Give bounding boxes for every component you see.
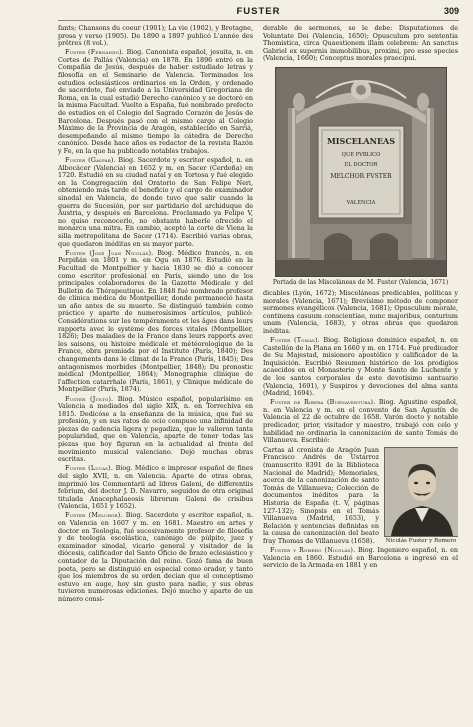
entry-headword: Fuster (Justo). xyxy=(65,394,114,403)
portrait-image xyxy=(384,447,458,537)
portrait-caption: Nicolás Fuster y Romero xyxy=(385,537,457,544)
entry-continuation: derable de sermones, se le debe: Disputationes de Voluntate Dei (Valencia, 1650); Opusculum pro sententia Thomistica, circa Quaestionem illam celebrem: An sanctus Gabriel ex supernis immobilibus, proximi, pro esse species (Valencia, 1660); Conceptus morales praecipui. xyxy=(263,25,458,63)
inscription-line: QUE PVBLICO xyxy=(341,151,380,158)
inscription-line: MELCHOR FVSTER xyxy=(329,172,392,180)
entry-fuster-y-romero: Fuster y Romero (Nicolás). Biog. Ingeniero español, n. en Valencia en 1860. Estudió en Barcelona e ingresó en el servicio de la Armada en 1881 y en xyxy=(263,546,458,570)
entry-continuation: dicables (Lyón, 1672); Misceláneas predicables, políticas y morales (Valencia, 1671); Brevísimo método de componer sermones evangélicos (Valencia, 1681); Opusculum morale, continens casuum conscientiae, nunc majoribus, centurium unam (Valencia, 1683), y otras obras que quedaron inéditas. xyxy=(263,288,458,335)
entry-headword: Fuster (Tomás). xyxy=(270,336,320,345)
entry-headword: Fuster (Lucas). xyxy=(65,464,114,473)
text-columns xyxy=(58,25,459,715)
entry-fuster-gaspar: Fuster (Gaspar). Biog. Sacerdote y escritor español, n. en Albocácer (Valencia) en 1652 y m. en Sacer (Cerdeña) en 1720. Estudió en su ciudad natal y en Tortosa y fué elegido en la Congregación del Oratorio de San Felipe Neri, obteniendo más tarde el beneficio y el cargo de examinador sinodal en Valencia, de donde tuvo que salir cuando la guerra de Sucesión, por ser partidario del archiduque de Austria, y después en Barcelona. Proclamado ya Felipe V, no quiso reconocerle, no obstante haberle ofrecido el monarca una mitra. En cambio, aceptó la corte de Viena la silla metropolitana de Sacer (1714). Escribió varias obras, que quedaron inéditas en su mayor parte. xyxy=(58,156,253,248)
entry-headword: Fuster y Romero (Nicolás). xyxy=(270,546,356,555)
page-number: 309 xyxy=(443,6,459,16)
inscription-line: EL DOCTOR xyxy=(344,161,377,168)
entry-continuation: Cartas al cronista de Aragón Juan Francisco Andrés de Ustarroz (manuscrito 8391 de la Biblioteca Nacional de Madrid); Memoriales, acerca de la canonización de santo Tomás de Villanueva; Colección de documentos inéditos para la Historia de España (t. V, páginas 127-132); Sinopsis en el Tomás Villanueva (Madrid, 1653), y Relación y sentencias definidas en la causa de canonización del beato fray Thomas de Villanueva (1658). xyxy=(263,445,379,545)
title-page-figure xyxy=(263,67,458,286)
entry-fuster-lucas: Fuster (Lucas). Biog. Médico e impresor español de fines del siglo XVII, n. en Valencia. Aparte de otras obras, imprimió los Commentarii ad libros Galeni, de differentiis febrium, del doctor J. D. Navarro, seguidos de otra original titulada Anacephalaeosis librorum Galeni de crisibus (Valencia, 1651 y 1652). xyxy=(58,464,253,511)
entry-fuster-tomas: Fuster (Tomás). Biog. Religioso dominico español, n. en Castellón de la Plana en 1660 y m. en 1714. Fué predicador de Su Majestad, misionero apostólico y calificador de la Inquisición. Escribió Resumen histórico de los prodigios acaecidos en el Monasterio y Monte Santo de Luchente y de los santos corporales de este devotísimo santuario (Valencia, 1691), y Suspiros y devociones del alma santa (Madrid, 1694). xyxy=(263,336,458,398)
entry-headword: Fuster de Ribera (Buenaventura). xyxy=(270,398,376,407)
portrait-figure xyxy=(384,447,458,547)
entry-headword: Fuster (José Juan Nicolás). xyxy=(65,248,154,257)
entry-headword: Fuster (Melchor). xyxy=(65,511,123,520)
entry-fuster-melchor: Fuster (Melchor). Biog. Sacerdote y escritor español, n. en Valencia en 1607 y m. en 1681. Maestro en artes y doctor en Teología, fué sucesivamente profesor de filosofía y de teología escolástica, canónigo de púlpito, juez y examinador sinodal, vicario general y visitador de la diócesis, calificador del Santo Oficio de brazo eclesiástico y contador de la Diputación del reino. Gozó fama de buen poeta, pero se distinguió en especial como orador, y tanto que los miembros de su orden decían que el conceptismo estuvo en auge, hoy sin gusto para nadie, y sus obras tuvieron numerosas ediciones. Dejó mucho y aparte de un número consi- xyxy=(58,511,253,603)
page-header xyxy=(58,6,459,21)
left-column xyxy=(58,25,253,715)
entry-fuster-fernando: Fuster (Fernando). Biog. Canonista español, jesuita, n. en Cortes de Pallás (Valencia) en 1878. En 1896 entró en la Compañía de Jesús, después de haber estudiado letras y filosofía en el Seminario de Valencia. Terminados los estudios eclesiásticos ordinarios en la Orden, y ordenado de sacerdote, fué enviado a la Universidad Gregoriana de Roma, en la cual estudió Derecho canónico y se doctoró en la misma Facultad. Vuelto a España, fué nombrado prefecto de estudios en el Colegio del Sagrado Corazón de Jesús de Barcelona. Después pasó con el mismo cargo al Colegio Máximo de la Provincia de Aragón, establecido en Sarriá, desempeñando al mismo tiempo la cátedra de Derecho canónico. Desde hace años es redactor de la revista Razón y Fe, en la que ha publicado notables trabajos. xyxy=(58,48,253,155)
entry-fuster-jose-juan-nicolas: Fuster (José Juan Nicolás). Biog. Médico francés, n. en Perpiñán en 1801 y m. en Ogu en 1876. Estudió en la Facultad de Montpellier y hacia 1830 se dió a conocer como escritor profesional en París, siendo uno de los principales colaboradores de la Gazette Médicale y del Bulletin de Thérapeutique. En 1848 fué nombrado profesor de clínica médica de Montpellier, donde permaneció hasta un año antes de su muerte. Se distinguió también como práctico y aparte de numerosísimos artículos, publicó: Considérations sur les tempéraments et les âges dans leurs rapports avec le système des forces vitales (Montpellier, 1826); Des maladies de la France dans leurs rapports avec les saisons, ou histoire médicale et météorologique de la France, obra premiada por el Instituto (París, 1840); Des changements dans le climat de la France (París, 1845); Des antagonismes morbides (Montpellier, 1848); Du pronostic médical (Montpellier, 1864); Monographie clinique de l'affection catarrhale (París, 1861), y Clinique médicale de Montpellier (París, 1874). xyxy=(58,248,253,394)
right-column xyxy=(263,25,458,715)
inscription-line: VALENCIA xyxy=(346,199,375,206)
running-title: FUSTER xyxy=(236,6,281,17)
entry-headword: Fuster (Gaspar). xyxy=(65,156,116,165)
baroque-portal-illustration xyxy=(276,68,446,276)
engraving-image xyxy=(275,67,447,277)
man-portrait-illustration xyxy=(385,448,458,536)
entry-fuster-de-ribera: Fuster de Ribera (Buenaventura). Biog. Agustino español, n. en Valencia y m. en el convento de San Agustín de Valencia el 22 de octubre de 1658. Varón docto y notable predicador, prior, visitador y maestro, trabajó con celo y habilidad no ordinaria la canonización de santo Tomás de Villanueva. Escribió: xyxy=(263,398,458,445)
inscription-line: MISCELANEAS xyxy=(326,135,395,146)
entry-headword: Fuster (Fernando). xyxy=(65,48,125,57)
figure-caption: Portada de las Misceláneas de M. Fuster (Valencia, 1671) xyxy=(272,278,449,286)
portrait-block xyxy=(263,447,458,547)
entry-fuster-justo: Fuster (Justo). Biog. Músico español, popularísimo en Valencia a mediados del siglo XIX, n. en Torrechiva en 1815. Dedicóse a la enseñanza de la música, que fué su profesión, y en sus ratos de ocio compuso una infinidad de piezas de cadencia ligera y pegadiza, que le valieron tanta popularidad, que en Valencia, aparte de tener todas las piezas que hoy figuran en la actualidad al frente del movimiento musical valenciano. Dejó muchas obras escritas. xyxy=(58,394,253,464)
entry-continuation: fants; Chansons du coeur (1901); La vie (1902), y Bretagne, prosa y verso (1905). De 1890 a 1897 publicó L'année des prêtres (8 vol.). xyxy=(58,25,253,48)
